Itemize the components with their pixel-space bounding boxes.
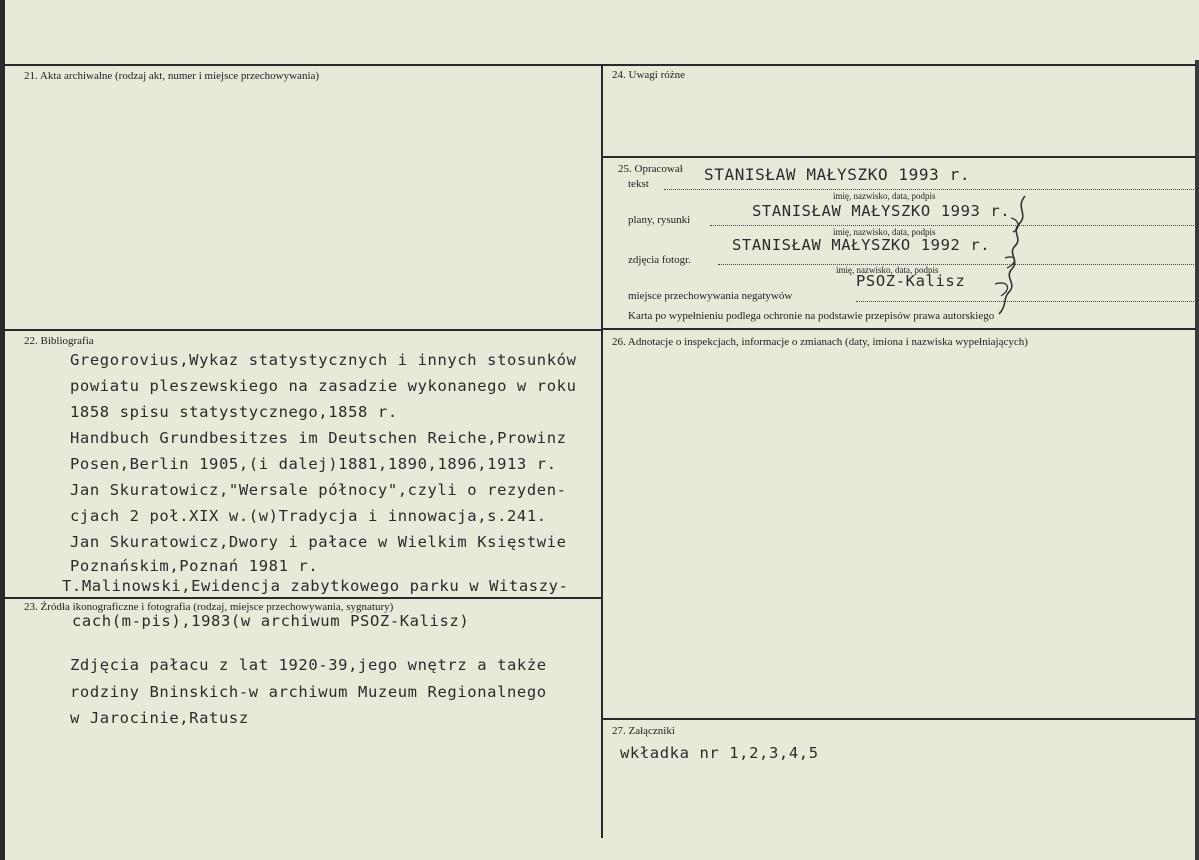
negatives-location-label: miejsce przechowywania negatywów [628,290,793,302]
rule-left-21-22 [5,329,601,331]
attachments-value: wkładka nr 1,2,3,4,5 [620,744,819,762]
card-left-edge [0,0,5,860]
section-24-label: 24. Uwagi różne [612,69,686,81]
text-author-label: tekst [628,178,649,190]
negatives-location-value: PSOZ-Kalisz [856,272,966,290]
bibliography-line: Poznańskim,Poznań 1981 r. [70,557,319,575]
iconography-line: cach(m-pis),1983(w archiwum PSOZ-Kalisz) [72,612,470,630]
section-26-label: 26. Adnotacje o inspekcjach, informacje o zmianach (daty, imiona i nazwiska wypełniających) [612,336,1028,348]
iconography-line: rodziny Bninskich-w archiwum Muzeum Regionalnego [70,683,547,701]
bibliography-line: powiatu pleszewskiego na zasadzie wykonanego w roku [70,377,577,395]
plans-author-dotted-line [710,225,1194,226]
card-right-edge [1195,60,1199,860]
photos-author-value: STANISŁAW MAŁYSZKO 1992 r. [732,236,991,254]
bibliography-line: Gregorovius,Wykaz statystycznych i innych stosunków [70,351,577,369]
section-21-label: 21. Akta archiwalne (rodzaj akt, numer i miejsce przechowywania) [24,70,320,82]
text-author-value: STANISŁAW MAŁYSZKO 1993 r. [704,165,971,184]
signature-hint-2: imię, nazwisko, data, podpis [833,227,936,237]
iconography-line: w Jarocinie,Ratusz [70,709,249,727]
rule-22-23 [5,597,601,599]
bibliography-line: Handbuch Grundbesitzes im Deutschen Reiche,Prowinz [70,429,567,447]
iconography-line: Zdjęcia pałacu z lat 1920-39,jego wnętrz a także [70,656,547,674]
rule-24-25 [603,156,1196,158]
copyright-note: Karta po wypełnieniu podlega ochronie na podstawie przepisów prawa autorskiego [628,310,995,322]
bibliography-line: Posen,Berlin 1905,(i dalej)1881,1890,1896,1913 r. [70,455,557,473]
bibliography-line: Jan Skuratowicz,Dwory i pałace w Wielkim Księstwie [70,533,567,551]
signature-hint-1: imię, nazwisko, data, podpis [833,191,936,201]
text-author-dotted-line [664,189,1194,190]
section-23-label: 23. Źródła ikonograficzne i fotografia (rodzaj, miejsce przechowywania, sygnatury) [24,601,394,613]
column-divider [601,66,603,838]
rule-right-25-26 [603,328,1196,330]
section-22-label: 22. Bibliografia [24,335,94,347]
bibliography-line: T.Malinowski,Ewidencja zabytkowego parku w Witaszy- [62,577,569,595]
signature-hint-3: imię, nazwisko, data, podpis [836,265,939,275]
plans-author-value: STANISŁAW MAŁYSZKO 1993 r. [752,202,1011,220]
photos-author-label: zdjęcia fotogr. [628,254,691,266]
photos-author-dotted-line [718,264,1194,265]
section-27-label: 27. Załączniki [612,725,675,737]
bibliography-line: cjach 2 poł.XIX w.(w)Tradycja i innowacja,s.241. [70,507,547,525]
section-25-label: 25. Opracował [618,163,683,175]
handwritten-signature [985,188,1037,318]
rule-26-27 [603,718,1196,720]
plans-author-label: plany, rysunki [628,214,691,226]
bibliography-line: Jan Skuratowicz,"Wersale północy",czyli o rezyden- [70,481,567,499]
bibliography-line: 1858 spisu statystycznego,1858 r. [70,403,398,421]
